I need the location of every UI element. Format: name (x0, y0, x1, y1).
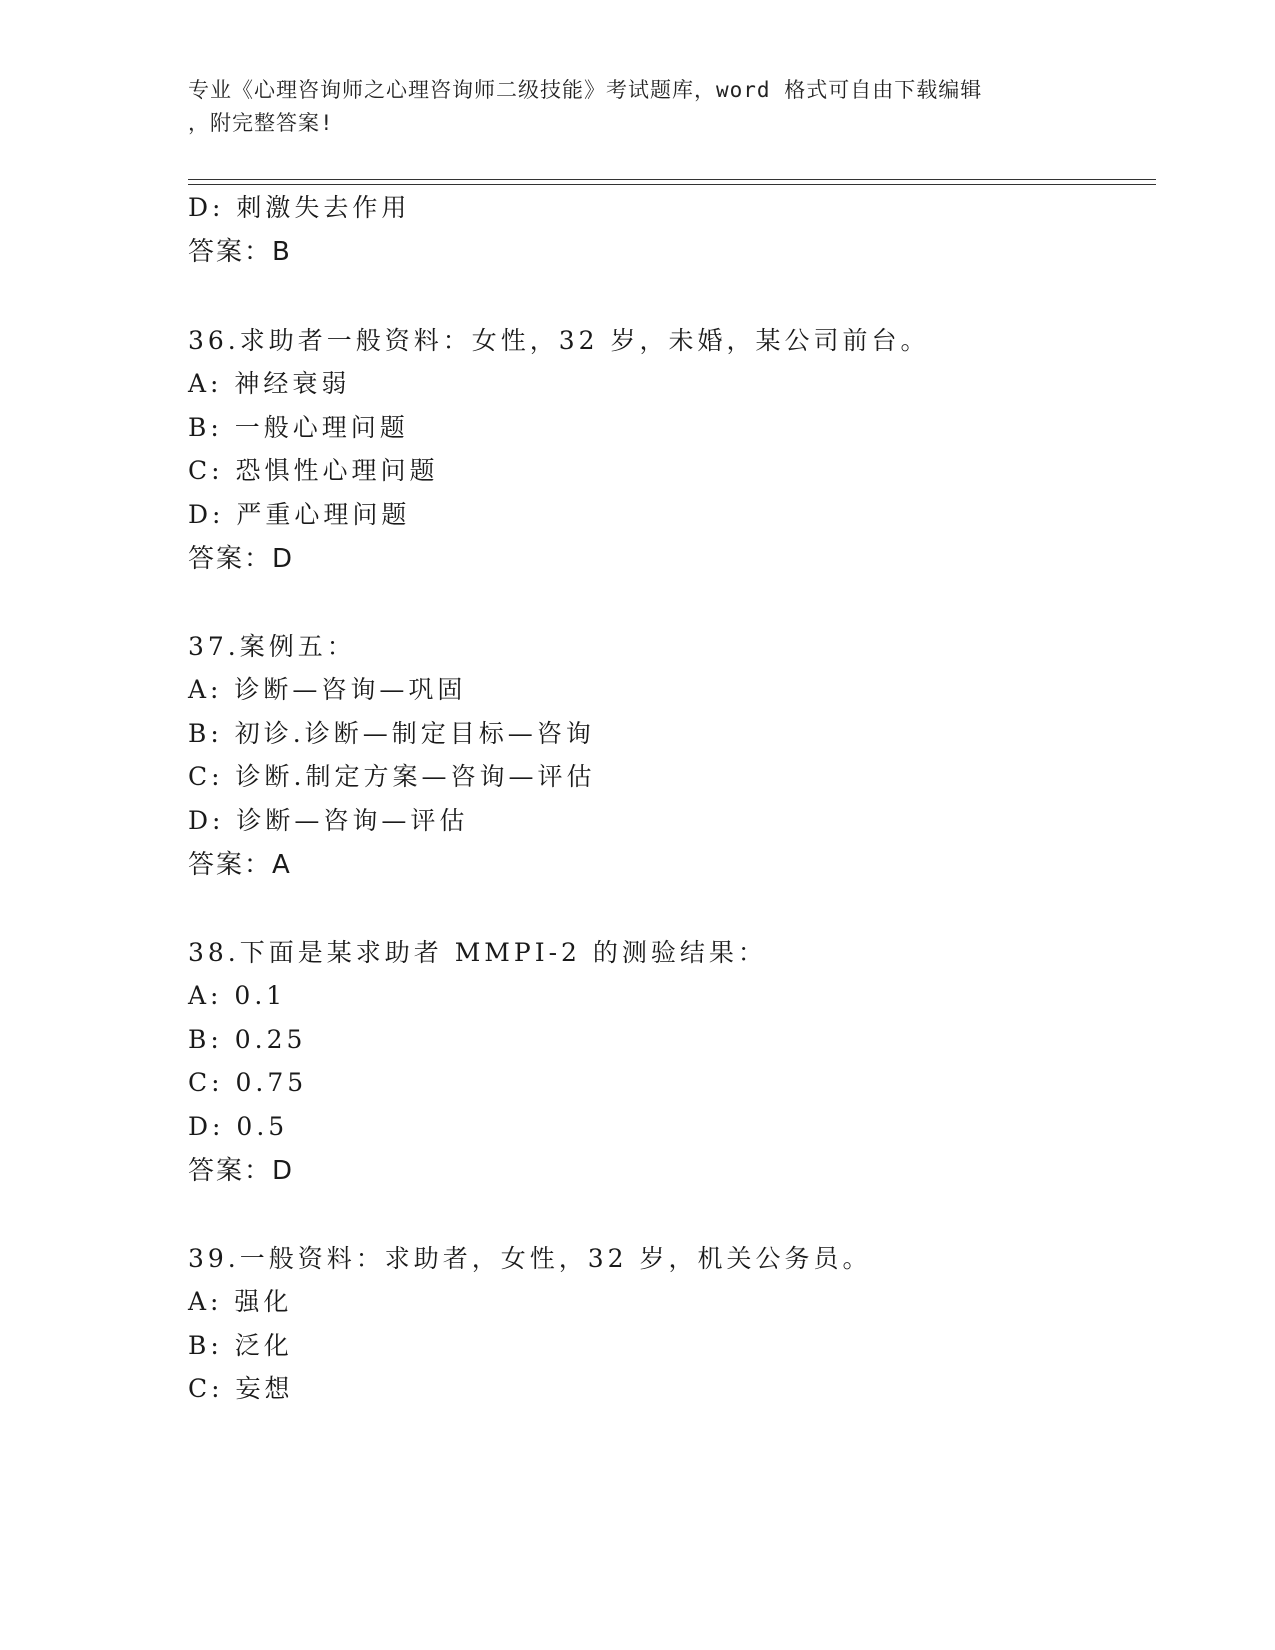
question-38-option-d: D: 0.5 (188, 1112, 289, 1141)
question-39-stem: 39.一般资料：求助者，女性，32 岁，机关公务员。 (188, 1244, 872, 1273)
prev-answer: 答案：B (188, 237, 292, 267)
question-36-option-d: D: 严重心理问题 (188, 500, 411, 529)
question-38-answer: 答案：D (188, 1156, 295, 1186)
question-37-option-b: B: 初诊.诊断—制定目标—咨询 (188, 719, 595, 748)
question-36-stem: 36.求助者一般资料：女性，32 岁，未婚，某公司前台。 (188, 326, 930, 355)
header-divider-bottom (188, 184, 1156, 185)
question-37-stem: 37.案例五： (188, 632, 356, 661)
question-39-option-c: C: 妄想 (188, 1374, 294, 1403)
question-37-option-d: D: 诊断—咨询—评估 (188, 806, 469, 835)
question-38-stem: 38.下面是某求助者 MMPI-2 的测验结果： (188, 938, 767, 967)
question-36-option-c: C: 恐惧性心理问题 (188, 456, 439, 485)
question-39-option-a: A: 强化 (188, 1287, 293, 1316)
question-38-option-b: B: 0.25 (188, 1025, 307, 1054)
question-39-option-b: B: 泛化 (188, 1331, 293, 1360)
question-36-option-a: A: 神经衰弱 (188, 369, 351, 398)
question-36-option-b: B: 一般心理问题 (188, 413, 409, 442)
question-38-option-c: C: 0.75 (188, 1068, 308, 1097)
question-36-answer: 答案：D (188, 544, 295, 574)
document-header (188, 74, 1088, 140)
question-37-option-c: C: 诊断.制定方案—咨询—评估 (188, 762, 596, 791)
header-line-1: 专业《心理咨询师之心理咨询师二级技能》考试题库，word 格式可自由下载编辑 (188, 78, 983, 102)
header-line-2: ，附完整答案! (188, 111, 334, 135)
header-divider-top (188, 179, 1156, 180)
question-37-option-a: A: 诊断—咨询—巩固 (188, 675, 467, 704)
prev-option-d: D: 刺激失去作用 (188, 193, 411, 222)
question-37-answer: 答案：A (188, 850, 292, 880)
question-38-option-a: A: 0.1 (188, 981, 287, 1010)
